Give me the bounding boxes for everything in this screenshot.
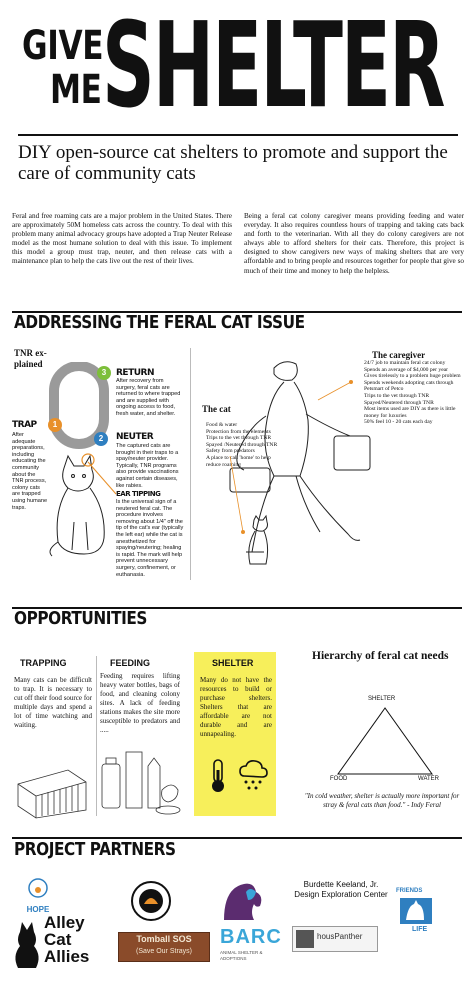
triangle-label-food: FOOD — [330, 776, 348, 782]
title-me: ME — [50, 67, 102, 113]
burdette-line: Design Exploration Center — [294, 890, 388, 899]
caregiver-title: The caregiver — [372, 350, 426, 360]
return-text: After recovery from surgery, feral cats are returned to where trapped and are supplied with ongoing access to food, fresh water, and shelter. — [116, 378, 181, 417]
neuter-title: NEUTER — [116, 432, 154, 442]
section-title-partners: PROJECT PARTNERS — [14, 839, 176, 860]
header-rule — [18, 134, 458, 136]
caregiver-item: 50% feel 10 - 20 cats each day — [364, 419, 433, 426]
tnr-title: TNR ex-plained — [14, 348, 47, 369]
snow-cloud-icon — [236, 758, 270, 792]
cat-title: The cat — [202, 404, 231, 414]
cat-need-item: A place to call 'home' to help reduce roaming — [206, 454, 271, 468]
title-give: GIVE — [22, 23, 104, 69]
column-divider — [190, 348, 191, 580]
ear-tipping-title: EAR TIPPING — [116, 490, 161, 498]
cat-need-item: Spayed /Neutered through TNR — [206, 441, 278, 448]
trapping-text: Many cats can be difficult to trap. It is necessary to cut off their food source for multiple days and spend a lot of time watching and waiting. — [14, 676, 92, 729]
hope-paw-icon — [14, 874, 62, 900]
caregiver-item: Spends an average of $4,000 per year — [364, 366, 449, 373]
step-1-marker: 1 — [48, 418, 62, 432]
hope-logo[interactable] — [14, 874, 62, 914]
houspanther-text: housPanther — [317, 932, 363, 941]
barc-animal-icon — [220, 878, 268, 924]
triangle-label-shelter: SHELTER — [368, 696, 396, 702]
houspanther-icon — [296, 930, 314, 948]
friends-for-life-logo[interactable] — [398, 896, 434, 926]
caregiver-item: Most items used are DIY as there is little money for luxuries — [364, 406, 456, 419]
thermometer-icon — [204, 758, 232, 794]
barc-subtitle: ANIMAL SHELTER & ADOPTIONS — [220, 950, 263, 961]
partner-seal-logo[interactable] — [130, 880, 172, 922]
feeding-text: Feeding requires lifting heavy water bottles, bags of food, and cleaning colony sites. A lack of feeding stations makes the site more susceptible to predators and ..... — [100, 672, 180, 734]
step-3-marker: 3 — [97, 366, 111, 380]
tomball-line: (Save Our Strays) — [135, 948, 192, 955]
tomball-sos-logo[interactable] — [118, 932, 210, 962]
hierarchy-title: Hierarchy of feral cat needs — [312, 650, 449, 662]
friends-for-life-top: FRIENDS — [396, 888, 423, 894]
title-shelter: SHELTER — [102, 0, 444, 134]
intro-right: Being a feral cat colony caregiver means providing feeding and water everyday. It also requires countless hours of trapping and taking cats back and forth to the veterinarian. With all they do colony caregivers are not always able to afford shelters for their cats. Therefore, this project is designed to show caregivers new ways of making shelters that are very affordable and to bring people and resources together for people that give so much of their time and money to help the helpless. — [244, 212, 464, 275]
section-title-opportunities: OPPORTUNITIES — [14, 608, 147, 629]
cat-need-item: Trips to the vet through TNR — [206, 435, 272, 442]
triangle-label-water: WATER — [418, 776, 439, 782]
ear-tip-pointer — [86, 454, 120, 498]
shelter-text: Many do not have the resources to build or purchase shelters. Shelters that are affordable are not durable and are unnapealing. — [200, 676, 272, 738]
alley-cat-allies-line: Alley — [44, 913, 85, 932]
caregiver-item: 24/7 job to maintain feral cat colony — [364, 360, 446, 366]
barc-logo-text[interactable]: BARC — [220, 926, 282, 948]
cat-need-item: Safety from predators — [206, 448, 255, 455]
cat-need-item: Protection from the elements — [206, 428, 271, 435]
caregiver-item: Gives tirelessly to a problem huge problem — [364, 373, 461, 380]
step-2-marker: 2 — [94, 432, 108, 446]
hierarchy-quote: "In cold weather, shelter is actually more important for stray & feral cats than food." - Indy Feral — [304, 792, 460, 809]
alley-cat-allies-line: Cat — [44, 930, 72, 949]
page-subtitle: DIY open-source cat shelters to promote and support the care of community cats — [18, 142, 448, 184]
caregiver-item: Spayed/Neutered through TNR — [364, 399, 434, 406]
hope-logo-text: HOPE — [26, 905, 50, 914]
trap-cage-illustration — [14, 764, 90, 820]
alley-cat-allies-line: Allies — [44, 947, 90, 966]
trapping-title: TRAPPING — [20, 658, 67, 668]
friends-for-life-bottom: LIFE — [412, 926, 428, 933]
ear-tipping-text: Is the universal sign of a neutered feral cat. The procedure involves removing about 1/4" off the tip of the cat's ear (typically the left ear) while the cat is anesthetized for spaying/neutering; healing is rapid. The mark will help prevent unnecessary surgery, confinement, or euthanasia. — [116, 499, 184, 578]
caregiver-item: Spends weekends adopting cats through Petsmart of Petco — [364, 379, 454, 393]
cat-need-item: Food & water — [206, 422, 238, 428]
card-divider — [96, 656, 97, 816]
caregiver-item: Trips to the vet through TNR — [364, 392, 430, 399]
houspanther-logo[interactable] — [292, 926, 378, 952]
needs-triangle — [330, 704, 440, 778]
trap-title: TRAP — [12, 420, 37, 430]
caregiver-illustration — [200, 356, 380, 580]
burdette-keeland-logo[interactable] — [278, 880, 404, 900]
section-title-feral: ADDRESSING THE FERAL CAT ISSUE — [14, 312, 305, 333]
intro-left: Feral and free roaming cats are a major problem in the United States. There are approximately 50M homeless cats across the country. To deal with this problem many animal advocacy groups have adopted a Trap Neuter Release model as the most humane solution to deal with this issue. To implement this model a group must trap, neuter, and then release cats with a maintenance plan to help the cats live out the rest of their lives. — [12, 212, 232, 266]
feeding-title: FEEDING — [110, 658, 151, 668]
alley-cat-silhouette-icon — [12, 920, 46, 970]
alley-cat-allies-logo[interactable] — [44, 914, 89, 965]
tomball-line: Tomball SOS — [136, 934, 192, 944]
neuter-text: The captured cats are brought in their traps to a spay/neuter provider. Typically, TNR programs also provide vaccinations against certain diseases, like rabies. — [116, 443, 179, 489]
burdette-line: Burdette Keeland, Jr. — [303, 880, 379, 889]
shelter-title: SHELTER — [212, 658, 254, 668]
return-title: RETURN — [116, 368, 154, 378]
feeding-supplies-illustration — [98, 744, 184, 820]
trap-text: After adequate preparations, including educating the community about the TNR process, colony cats are trapped using humane traps. — [12, 432, 48, 511]
